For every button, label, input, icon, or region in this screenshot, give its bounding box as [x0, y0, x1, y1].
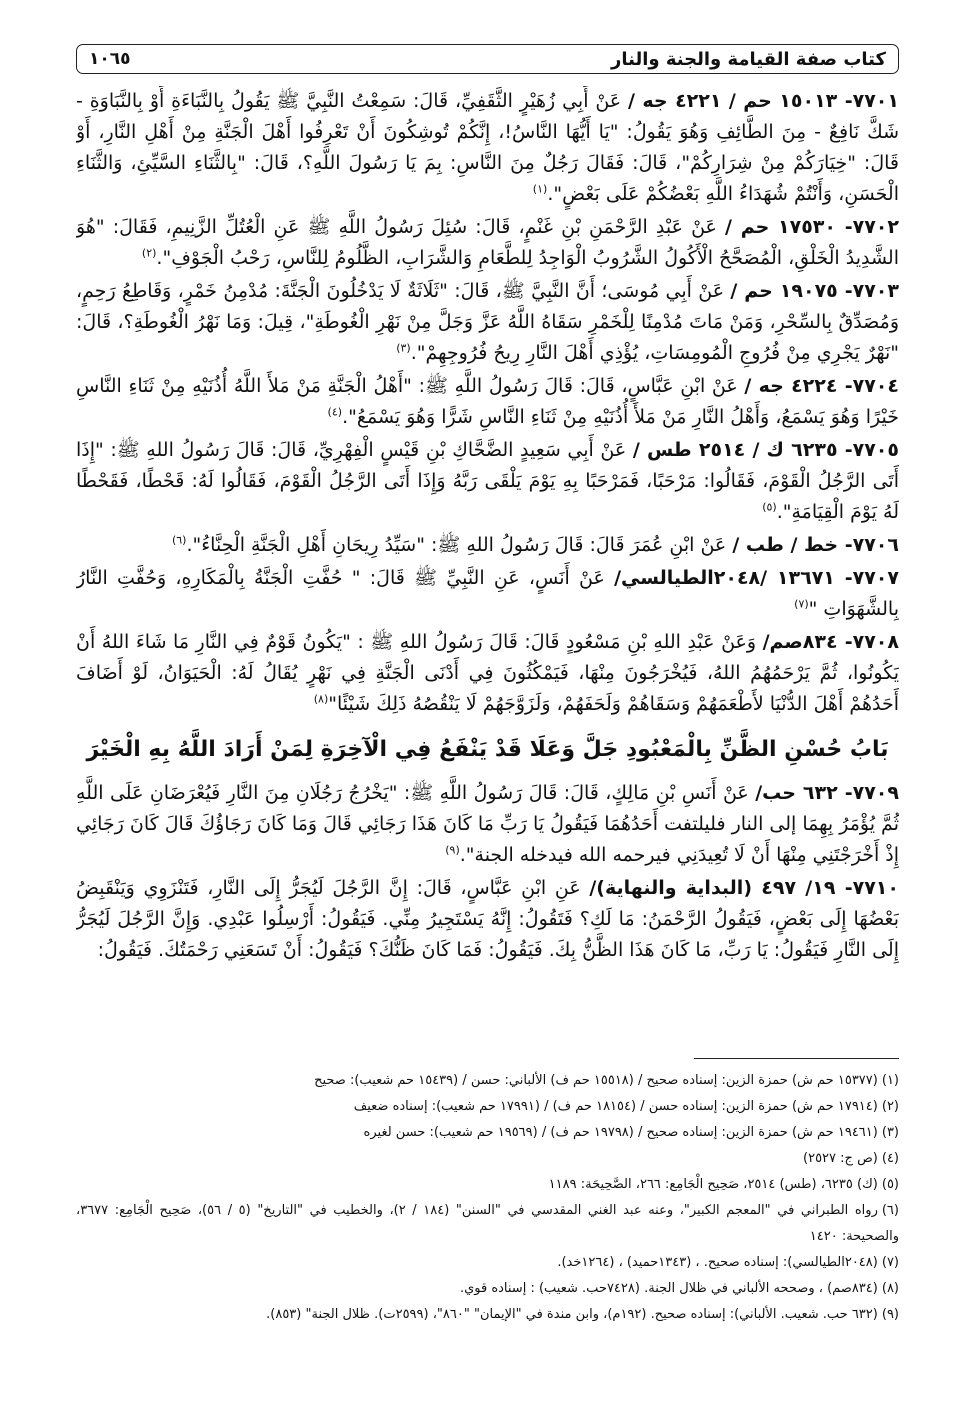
- footnote-marker: (٢): [141, 246, 157, 260]
- hadith-text: عَنْ أَنَسٍ، عَنِ النَّبِيِّ ﷺ قَالَ: " حُفَّتِ الْجَنَّةُ بِالْمَكَارِهِ، وَحُفَّتِ النَّارُ بِالشَّهَوَاتِ ": [76, 567, 899, 620]
- hadith-reference: ٧٧٠٤- ٤٢٢٤ جه /: [744, 375, 899, 397]
- footnote-5: [76, 1172, 899, 1198]
- hadith-reference: ٧٧٠٦- خط / طب /: [732, 534, 899, 556]
- hadith-text: عَنْ ابْنِ عَبَّاسٍ، قَالَ: قَالَ رَسُولُ اللَّهِ ﷺ: "أَهْلُ الْجَنَّةِ مَنْ مَلأَ اللَّهُ أُذُنَيْهِ مِنْ ثَنَاءِ النَّاسِ خَيْرًا وَهُوَ يَسْمَعُ، وَأَهْلُ النَّارِ مَنْ مَلأَ أُذُنَيْهِ مِنْ ثَنَاءِ النَّاسِ شَرًّا وَهُوَ يَسْمَعُ".: [76, 375, 899, 428]
- footnote-4: [76, 1146, 899, 1172]
- hadith-reference: ٧٧٠٥- ٦٢٣٥ ك / ٢٥١٤ طس /: [632, 439, 899, 461]
- hadith-text: وَعَنْ عَبْدِ اللهِ بْنِ مَسْعُودٍ قَالَ: قَالَ رَسُولُ اللهِ ﷺ : "يَكُونُ قَوْمٌ فِي النَّارِ مَا شَاءَ اللهُ أَنْ يَكُونُوا، ثُمَّ يَرْحَمُهُمُ اللهُ، فَيُخْرَجُونَ مِنْهَا، فَيَمْكُثُونَ فِي أَدْنَى الْجَنَّةِ فِي نَهْرٍ يُقَالُ لَهُ: الْحَيَوَانُ، لَوْ أَضَافَ أَحَدُهُمْ أَهْلَ الدُّنْيَا لأَطْعَمَهُمْ وَسَقَاهُمْ وَلَحَفَهُمْ، وَلَزَوَّجَهُمْ لَا يَنْقُصُهُ ذَلِكَ شَيْئًا": [76, 631, 899, 715]
- footnote-marker: (٦): [171, 533, 187, 547]
- footnote-number: (٨): [881, 1281, 899, 1296]
- hadith-text: عَنْ عَبْدِ الرَّحْمَنِ بْنِ غَنْمٍ، قَالَ: سُئِلَ رَسُولُ اللَّهِ ﷺ عَنِ الْعُتُلِّ الزَّنِيمِ، فَقَالَ: "هُوَ الشَّدِيدُ الْخَلْقِ، الْمُصَحَّحُ الْأَكُولُ الشَّرُوبُ الْوَاجِدُ لِلطَّعَامِ وَالشَّرَابِ، الظَّلُومُ لِلنَّاسِ، رَحْبُ الْجَوْفِ".: [76, 216, 899, 269]
- hadith-entry-7702: [76, 212, 899, 274]
- hadith-text: عَنْ أَنَسِ بْنِ مَالِكٍ، قَالَ: قَالَ رَسُولُ اللَّهِ ﷺ: "يَخْرُجُ رَجُلَانِ مِنَ النَّارِ فَيُعْرَضَانِ عَلَى اللَّهِ ثُمَّ يُؤْمَرُ بِهِمَا إلى النار فليلتفت أَحَدُهُمَا فَيَقُولُ يَا رَبِّ مَا كَانَ هَذَا رَجَائِي قَالَ وَمَا كَانَ رَجَاؤُكَ قَالَ كَانَ رَجَائِي إِذْ أَخْرَجْتَنِي مِنْهَا أَنْ لَا تُعِيدَنِي فيرحمه الله فيدخله الجنة".: [76, 782, 899, 866]
- footnote-text: (٦٣٢ حب. شعيب. الألباني): إسناده صحيح. (١٩٢م)، وابن مندة في "الإيمان" "٨٦٠"، (٢٥٩٩ت). ظلال الجنة" (٨٥٣).: [266, 1307, 878, 1322]
- hadith-reference: ٧٧٠٧- ١٣٦٧١ /٢٠٤٨الطيالسي/: [614, 567, 899, 589]
- hadith-reference: ٧٧٠٨- ٨٣٤صم/: [762, 631, 899, 653]
- footnote-text: (٢٠٤٨الطيالسي): إسناده صحيح. ، (١٣٤٣حميد) ، (١٢٦٤خد).: [557, 1255, 878, 1270]
- hadith-entry-7704: [76, 371, 899, 433]
- hadith-entry-7706: [76, 530, 899, 561]
- footnote-marker: (٥): [762, 500, 777, 514]
- chapter-title: كتاب صفة القيامة والجنة والنار: [611, 48, 886, 70]
- hadith-text: عَنْ أَبِي سَعِيدٍ الضَّحَّاكِ بْنِ قَيْسٍ الْفِهْرِيِّ، قَالَ: قَالَ رَسُولُ اللهِ ﷺ: "إِذَا أَتَى الرَّجُلُ الْقَوْمَ، فَقَالُوا: مَرْحَبًا، فَمَرْحَبًا بِهِ يَوْمَ يَلْقَى رَبَّهُ وَإِذَا أَتَى الرَّجُلُ الْقَوْمَ، فَقَالُوا لَهُ: قَحْطًا، فَقَحْطًا لَهُ يَوْمَ الْقِيَامَةِ".: [76, 439, 899, 523]
- footnotes: [76, 1068, 899, 1328]
- footnote-marker: (٤): [327, 405, 343, 419]
- footnote-text: (ص ج: ٢٥٢٧): [803, 1151, 878, 1166]
- footnote-number: (٤): [881, 1151, 899, 1166]
- page-number: ١٠٦٥: [89, 49, 131, 69]
- footnote-text: رواه الطبراني في "المعجم الكبير"، وعنه عبد الغني المقدسي في "السنن" (١٨٤ / ٢)، والخطيب في "التاريخ" (٥ / ٥٦)، صَحِيح الْجَامِع: ٣٦٧٧، والصحيحة: ١٤٢٠: [76, 1203, 899, 1244]
- footnote-number: (١): [881, 1073, 899, 1088]
- section-heading: بَابُ حُسْنِ الظَّنِّ بِالْمَعْبُودِ جَلَّ وَعَلَا قَدْ يَنْفَعُ فِي الْآخِرَةِ لِمَنْ أَرَادَ اللَّهُ بِهِ الْخَيْرَ: [86, 737, 889, 762]
- hadith-reference: ٧٧٠١- ١٥٠١٣ حم / ٤٢٢١ جه /: [628, 90, 899, 112]
- hadith-reference: ٧٧٠٩- ٦٣٢ حب/: [755, 782, 899, 804]
- footnote-number: (٩): [881, 1307, 899, 1322]
- footnote-marker: (٨): [313, 692, 329, 706]
- footnote-text: (١٧٩١٤ حم ش) حمزة الزين: إسناده حسن / (١٨١٥٤ حم ف) / (١٧٩٩١ حم شعيب): إسناده ضعيف: [353, 1099, 878, 1114]
- footnote-marker: (٧): [794, 597, 809, 611]
- footnote-1: [76, 1068, 899, 1094]
- footnote-number: (٢): [881, 1099, 899, 1114]
- footnote-text: (١٩٤٦١ حم ش) حمزة الزين: إسناده صحيح / (١٩٧٩٨ حم ف) / (١٩٥٦٩ حم شعيب): حسن لغيره: [363, 1125, 878, 1140]
- footnote-text: (١٥٣٧٧ حم ش) حمزة الزين: إسناده صحيح / (١٥٥١٨ حم ف) الألباني: حسن / (١٥٤٣٩ حم شعيب): صحيح: [314, 1073, 878, 1088]
- footnote-marker: (١): [532, 182, 548, 196]
- hadith-entry-7701: [76, 86, 899, 210]
- running-header: [76, 44, 899, 74]
- hadith-text: عَنْ أَبِي مُوسَى؛ أَنَّ النَّبِيَّ ﷺ، قَالَ: "ثَلَاثَةٌ لَا يَدْخُلُونَ الْجَنَّةَ: مُدْمِنُ خَمْرٍ، وَقَاطِعُ رَحِمٍ، وَمُصَدِّقٌ بِالسِّحْرِ، وَمَنْ مَاتَ مُدْمِنًا لِلْخَمْرِ سَقَاهُ اللَّهُ عَزَّ وَجَلَّ مِنْ نَهْرِ الْغُوطَةِ"، قِيلَ: وَمَا نَهْرُ الْغُوطَةِ؟، قَالَ: "نَهْرٌ يَجْرِي مِنْ فُرُوجِ الْمُومِسَاتِ، يُؤْذِي أَهْلَ النَّارِ رِيحُ فُرُوجِهِمْ".: [76, 280, 899, 364]
- hadith-entry-7709: [76, 778, 899, 871]
- footnote-9: [76, 1302, 899, 1328]
- hadith-text: عَنْ ابْنِ عُمَرَ قَالَ: قَالَ رَسُولُ اللهِ ﷺ: "سَيِّدُ رِيحَانِ أَهْلِ الْجَنَّةِ الْحِنَّاءُ".: [186, 534, 727, 556]
- footnote-number: (٥): [881, 1177, 899, 1192]
- hadith-entry-7705: [76, 435, 899, 528]
- hadith-reference: ٧٧١٠- ١٩/ ٤٩٧ (البداية والنهاية)/: [589, 877, 899, 899]
- hadith-entry-7708: [76, 627, 899, 720]
- footnote-3: [76, 1120, 899, 1146]
- hadith-entry-7703: [76, 276, 899, 369]
- hadith-text-body: [76, 86, 899, 1048]
- hadith-entry-7710: [76, 873, 899, 966]
- hadith-entry-7707: [76, 563, 899, 625]
- footnote-8: [76, 1276, 899, 1302]
- hadith-text: عَنِ ابْنِ عَبَّاسٍ، قَالَ: إِنَّ الرَّجُلَ لَيُجَرُّ إِلَى النَّارِ، فَتَنْزَوِي وَيَنْقَبِضُ بَعْضُهَا إِلَى بَعْضٍ، فَيَقُولُ الرَّحْمَنُ: مَا لَكِ؟ فَتَقُولُ: إِنَّهُ يَسْتَجِيرُ مِنِّي. فَيَقُولُ: أَرْسِلُوا عَبْدِي. وَإِنَّ الرَّجُلَ لَيُجَرُّ إِلَى النَّارِ فَيَقُولُ: يَا رَبِّ، مَا كَانَ هَذَا الظَّنُّ بِكَ. فَيَقُولُ: فَمَا كَانَ ظَنُّكَ؟ فَيَقُولُ: أَنْ تَسَعَنِي رَحْمَتُكَ. فَيَقُولُ:: [76, 877, 899, 961]
- footnote-7: [76, 1250, 899, 1276]
- footnote-separator: [694, 1058, 899, 1059]
- footnote-2: [76, 1094, 899, 1120]
- footnote-text: (٨٣٤صم) ، وصححه الألباني في ظلال الجنة. (٧٤٢٨حب. شعيب) : إسناده قوي.: [459, 1281, 878, 1296]
- footnote-text: (ك) ٦٢٣٥، (طس) ٢٥١٤، صَحِيح الْجَامِع: ٢٦٦، الصَّحِيحَة: ١١٨٩: [548, 1177, 878, 1192]
- footnote-number: (٣): [881, 1125, 899, 1140]
- footnote-marker: (٣): [396, 341, 411, 355]
- hadith-reference: ٧٧٠٣- ١٩٠٧٥ حم /: [730, 280, 899, 302]
- footnote-number: (٦): [881, 1203, 899, 1218]
- footnote-number: (٧): [881, 1255, 899, 1270]
- hadith-reference: ٧٧٠٢- ١٧٥٣٠ حم /: [725, 216, 899, 238]
- hadith-text: عَنْ أَبِي زُهَيْرٍ الثَّقَفِيِّ، قَالَ: سَمِعْتُ النَّبِيَّ ﷺ يَقُولُ بِالنَّبَاءَةِ أَوْ بِالنَّبَاوَةِ - شَكَّ نَافِعٌ - مِنَ الطَّائِفِ وَهُوَ يَقُولُ: "يَا أَيُّهَا النَّاسُ!، إِنَّكُمْ تُوشِكُونَ أَنْ تَعْرِفُوا أَهْلَ الْجَنَّةِ مِنْ أَهْلِ النَّارِ، أَوْ قَالَ: "خِيَارَكُمْ مِنْ شِرَارِكُمْ"، قَالَ: فَقَالَ رَجُلٌ مِنَ النَّاسِ: بِمَ يَا رَسُولَ اللَّهِ؟، قَالَ: "بِالثَّنَاءِ السَّيِّئِ، وَالثَّنَاءِ الْحَسَنِ، وَأَنْتُمْ شُهَدَاءُ اللَّهِ بَعْضُكُمْ عَلَى بَعْضٍ".: [76, 90, 899, 205]
- footnote-6: [76, 1198, 899, 1250]
- footnote-marker: (٩): [445, 843, 460, 857]
